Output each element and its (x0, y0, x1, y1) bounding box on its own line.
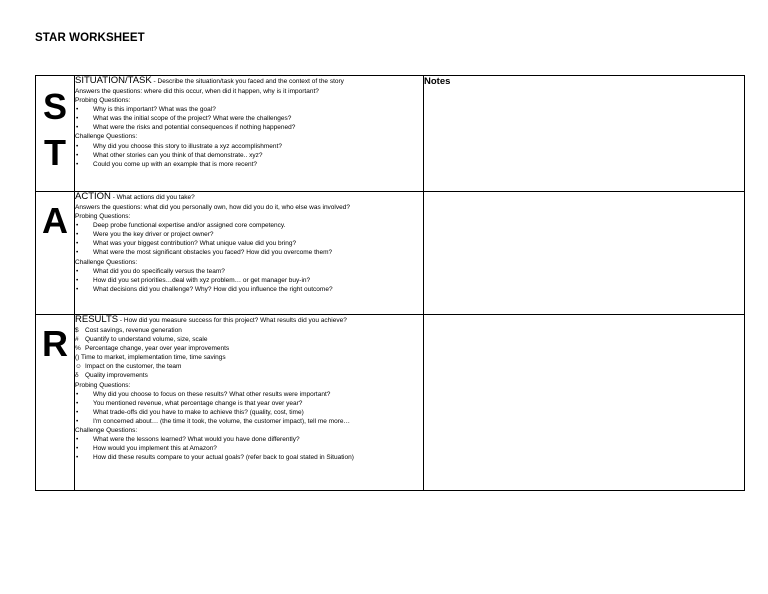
list-item: • What trade-offs did you have to make to achieve this? (quality, cost, time) (76, 408, 304, 416)
bullet-icon: • (76, 390, 79, 398)
metric-item: # Quantify to understand volume, size, scale (75, 336, 208, 344)
metric-item: () Time to market, implementation time, time savings (75, 354, 226, 362)
bullet-icon: • (76, 417, 79, 425)
list-item: • Could you come up with an example that is more recent? (76, 160, 258, 168)
situation-task-letter-cell (36, 76, 75, 192)
bullet-icon: • (76, 142, 79, 150)
bullet-icon: • (76, 106, 79, 114)
letter-t: T (44, 132, 66, 173)
situation-task-title: SITUATION/TASK (75, 75, 152, 86)
situation-task-content (75, 76, 424, 192)
situation-task-row (36, 76, 745, 192)
action-notes-cell[interactable] (424, 192, 745, 315)
bullet-icon: • (76, 267, 79, 275)
letter-a: A (42, 200, 68, 241)
results-content (75, 315, 424, 491)
notes-label: Notes (424, 76, 451, 87)
bullet-icon: • (76, 454, 79, 462)
list-item: • Why did you choose this story to illustrate a xyz accomplishment? (76, 142, 282, 150)
results-challenge-label: Challenge Questions: (75, 427, 138, 435)
results-heading (75, 315, 423, 326)
action-probing-label: Probing Questions: (75, 213, 131, 221)
list-item: • What was the initial scope of the project? What were the challenges? (76, 115, 292, 123)
bullet-icon: • (76, 231, 79, 239)
situation-task-challenge-label: Challenge Questions: (75, 133, 138, 141)
bullet-icon: • (76, 408, 79, 416)
results-letter-cell (36, 315, 75, 491)
page-title: STAR WORKSHEET (35, 32, 145, 44)
action-answers: Answers the questions: what did you personally own, how did you do it, who else was involved? (75, 204, 350, 211)
bullet-icon: • (76, 115, 79, 123)
bullet-icon: • (76, 160, 79, 168)
bullet-icon: • (76, 276, 79, 284)
bullet-icon: • (76, 285, 79, 293)
smiley-icon: ☺ (75, 363, 82, 371)
percent-icon: % (75, 345, 81, 353)
clock-icon: () (75, 354, 80, 362)
hash-icon: # (75, 336, 79, 344)
list-item: • Were you the key driver or project owner? (76, 231, 214, 239)
situation-task-heading (75, 76, 423, 87)
results-title: RESULTS (75, 314, 119, 325)
results-notes-cell[interactable] (424, 315, 745, 491)
bullet-icon: • (76, 151, 79, 159)
situation-task-description: - Describe the situation/task you faced and the context of the story (151, 78, 344, 85)
action-challenge-label: Challenge Questions: (75, 258, 138, 266)
list-item: • How did these results compare to your actual goals? (refer back to goal stated in Situation) (76, 454, 354, 462)
action-row (36, 192, 745, 315)
action-description: - What actions did you take? (110, 194, 195, 201)
letter-s: S (42, 86, 67, 127)
list-item: • What did you do specifically versus the team? (76, 267, 225, 275)
metric-item: $ Cost savings, revenue generation (75, 327, 182, 334)
bullet-icon: • (76, 240, 79, 248)
list-item: • How would you implement this at Amazon? (76, 445, 217, 453)
dollar-icon: $ (75, 327, 79, 334)
list-item: • How did you set priorities…deal with xyz problem… or get manager buy-in? (76, 276, 311, 284)
list-item: • You mentioned revenue, what percentage change is that year over year? (76, 399, 303, 407)
bullet-icon: • (76, 436, 79, 444)
situation-task-answers: Answers the questions: where did this occur, when did it happen, why is it important? (75, 88, 319, 95)
metric-item: δ Quality improvements (75, 372, 148, 380)
bullet-icon: • (76, 222, 79, 230)
results-probing-label: Probing Questions: (75, 381, 131, 389)
list-item: • What were the lessons learned? What would you have done differently? (76, 436, 300, 444)
results-description: - How did you measure success for this project? What results did you achieve? (118, 317, 347, 324)
action-letter-cell (36, 192, 75, 315)
bullet-icon: • (76, 124, 79, 132)
metric-item: ☺ Impact on the customer, the team (75, 363, 182, 371)
metric-item: % Percentage change, year over year improvements (75, 345, 230, 353)
list-item: • I'm concerned about… (the time it took, the volume, the customer impact), tell me more… (76, 417, 351, 425)
list-item: • Why is this important? What was the goal? (76, 106, 216, 114)
bullet-icon: • (76, 399, 79, 407)
delta-icon: δ (75, 372, 79, 380)
action-title: ACTION (75, 191, 111, 202)
letter-r: R (42, 323, 68, 364)
star-table (35, 75, 745, 491)
results-row (36, 315, 745, 491)
list-item: • What were the most significant obstacles you faced? How did you overcome them? (76, 249, 333, 257)
list-item: • What was your biggest contribution? What unique value did you bring? (76, 240, 297, 248)
list-item: • What were the risks and potential consequences if nothing happened? (76, 124, 296, 132)
list-item: • What other stories can you think of that demonstrate.. xyz? (76, 151, 263, 159)
bullet-icon: • (76, 249, 79, 257)
list-item: • What decisions did you challenge? Why? How did you influence the right outcome? (76, 285, 333, 293)
list-item: • Deep probe functional expertise and/or assigned core competency. (76, 222, 286, 230)
list-item: • Why did you choose to focus on these results? What other results were important? (76, 390, 331, 398)
notes-cell[interactable] (424, 76, 745, 192)
action-heading (75, 192, 423, 203)
action-content (75, 192, 424, 315)
bullet-icon: • (76, 445, 79, 453)
situation-task-probing-label: Probing Questions: (75, 97, 131, 105)
